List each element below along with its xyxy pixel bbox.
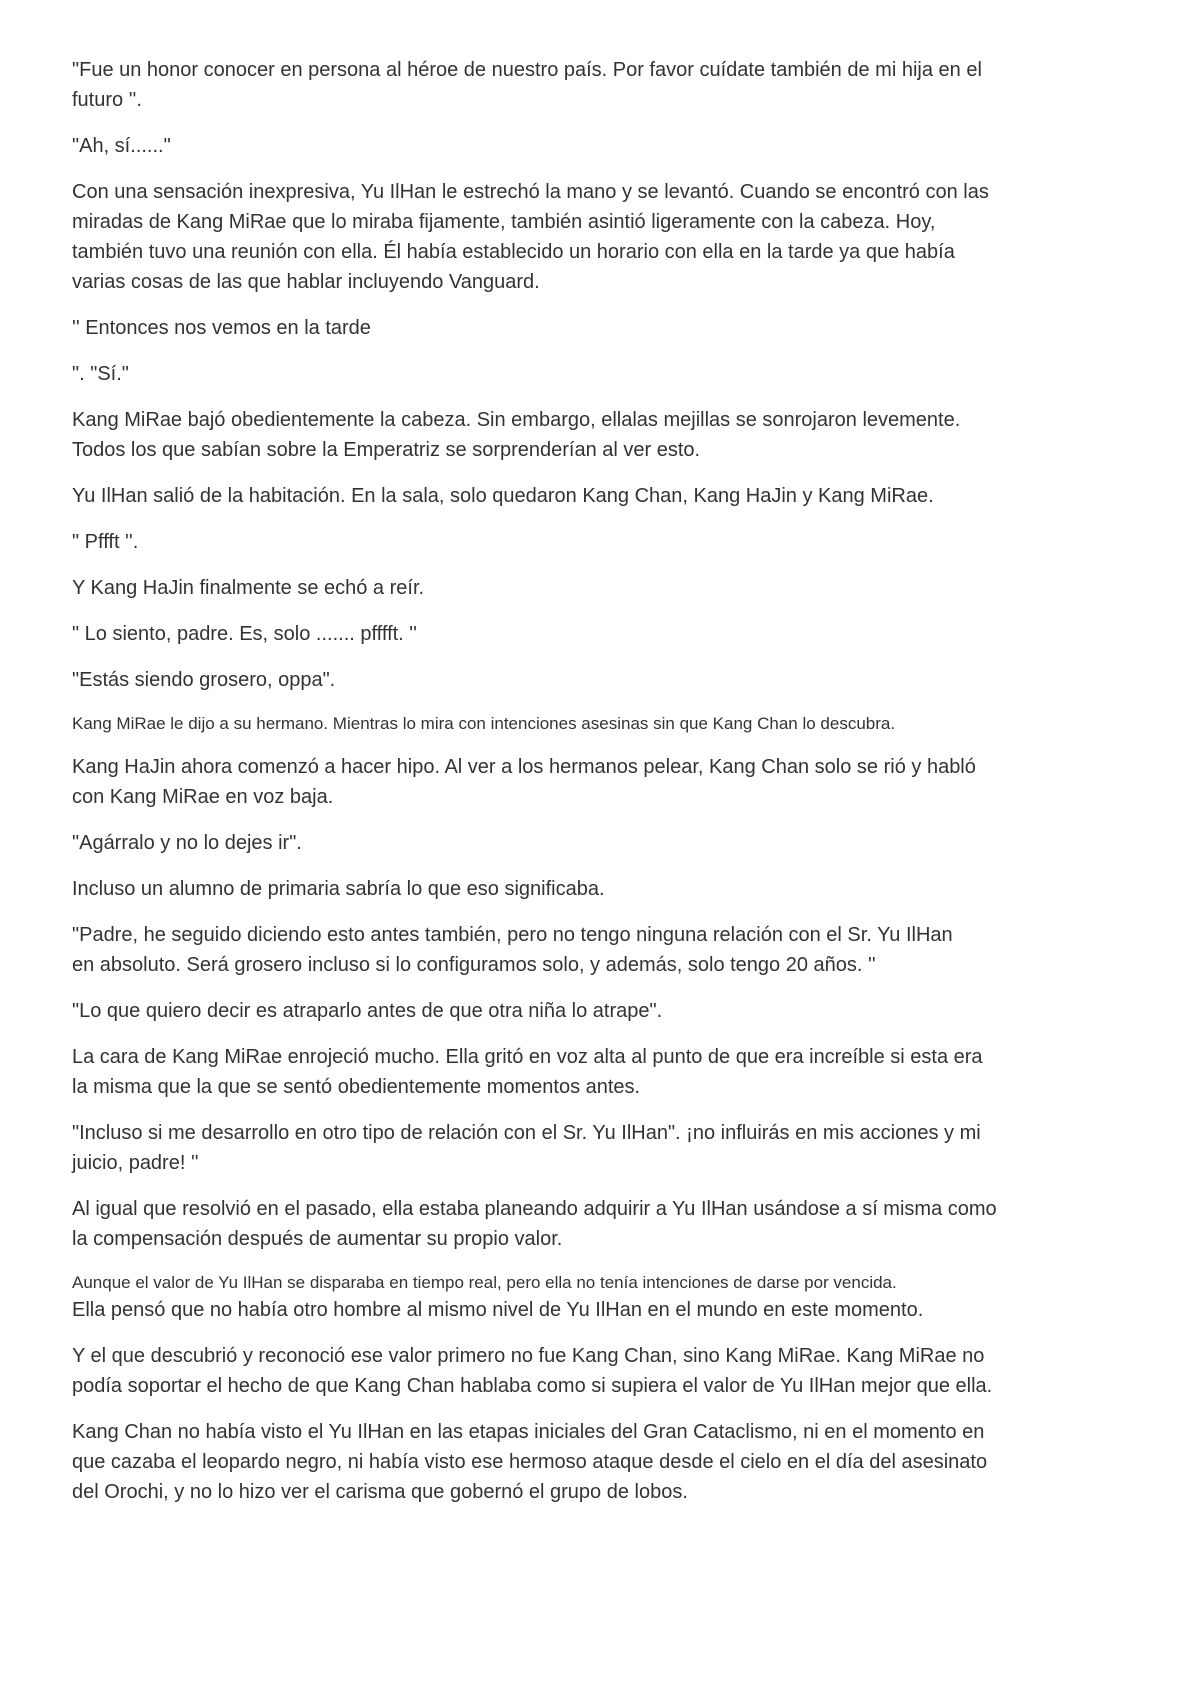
text-line: Incluso un alumno de primaria sabría lo que eso significaba.: [72, 878, 605, 900]
paragraph: [72, 527, 1112, 557]
document-page: [72, 55, 1112, 1523]
text-line: Kang Chan no había visto el Yu IlHan en las etapas iniciales del Gran Cataclismo, ni en el momento en: [72, 1421, 985, 1443]
paragraph: [72, 405, 1112, 465]
paragraph: [72, 359, 1112, 389]
text-line: la misma que la que se sentó obedientemente momentos antes.: [72, 1076, 641, 1098]
text-line: Aunque el valor de Yu IlHan se disparaba en tiempo real, pero ella no tenía intenciones de darse por vencida.: [72, 1273, 897, 1292]
text-line: Al igual que resolvió en el pasado, ella estaba planeando adquirir a Yu IlHan usándose a sí misma como: [72, 1198, 997, 1220]
text-line: también tuvo una reunión con ella. Él había establecido un horario con ella en la tarde ya que había: [72, 241, 955, 263]
paragraph: [72, 573, 1112, 603]
paragraph: [72, 1270, 1112, 1295]
text-line: "Fue un honor conocer en persona al héroe de nuestro país. Por favor cuídate también de mi hija en el: [72, 59, 982, 81]
paragraph: [72, 996, 1112, 1026]
paragraph: [72, 1194, 1112, 1254]
text-line: Ella pensó que no había otro hombre al mismo nivel de Yu IlHan en el mundo en este momento.: [72, 1299, 924, 1321]
text-line: Con una sensación inexpresiva, Yu IlHan le estrechó la mano y se levantó. Cuando se encontró con las: [72, 181, 989, 203]
paragraph: [72, 1295, 1112, 1325]
text-line: Kang MiRae le dijo a su hermano. Mientras lo mira con intenciones asesinas sin que Kang Chan lo descubra.: [72, 714, 896, 733]
text-line: Kang MiRae bajó obedientemente la cabeza. Sin embargo, ellalas mejillas se sonrojaron levemente.: [72, 409, 961, 431]
text-line: del Orochi, y no lo hizo ver el carisma que gobernó el grupo de lobos.: [72, 1481, 688, 1503]
text-line: " Lo siento, padre. Es, solo ....... pfffft. '': [72, 623, 417, 645]
text-line: "Estás siendo grosero, oppa".: [72, 669, 336, 691]
paragraph: [72, 1341, 1112, 1401]
paragraph: [72, 874, 1112, 904]
paragraph: [72, 131, 1112, 161]
text-line: que cazaba el leopardo negro, ni había visto ese hermoso ataque desde el cielo en el día del asesinato: [72, 1451, 988, 1473]
paragraph: [72, 711, 1112, 736]
text-line: la compensación después de aumentar su propio valor.: [72, 1228, 563, 1250]
paragraph: [72, 481, 1112, 511]
paragraph: [72, 1118, 1112, 1178]
text-line: con Kang MiRae en voz baja.: [72, 786, 334, 808]
text-line: Y Kang HaJin finalmente se echó a reír.: [72, 577, 425, 599]
text-line: en absoluto. Será grosero incluso si lo configuramos solo, y además, solo tengo 20 años. '': [72, 954, 876, 976]
paragraph: [72, 828, 1112, 858]
text-line: futuro ''.: [72, 89, 142, 111]
paragraph: [72, 752, 1112, 812]
paragraph: [72, 1417, 1112, 1507]
text-line: "Incluso si me desarrollo en otro tipo de relación con el Sr. Yu IlHan". ¡no influirás en mis acciones y mi: [72, 1122, 981, 1144]
paragraph: [72, 1042, 1112, 1102]
paragraph: [72, 177, 1112, 297]
text-line: varias cosas de las que hablar incluyendo Vanguard.: [72, 271, 540, 293]
text-line: Todos los que sabían sobre la Emperatriz se sorprenderían al ver esto.: [72, 439, 701, 461]
text-line: '' Entonces nos vemos en la tarde: [72, 317, 371, 339]
text-line: podía soportar el hecho de que Kang Chan hablaba como si supiera el valor de Yu IlHan mejor que ella.: [72, 1375, 993, 1397]
paragraph: [72, 619, 1112, 649]
text-line: Y el que descubrió y reconoció ese valor primero no fue Kang Chan, sino Kang MiRae. Kang MiRae no: [72, 1345, 985, 1367]
text-line: miradas de Kang MiRae que lo miraba fijamente, también asintió ligeramente con la cabeza. Hoy,: [72, 211, 936, 233]
paragraph: [72, 665, 1112, 695]
text-line: "Padre, he seguido diciendo esto antes también, pero no tengo ninguna relación con el Sr. Yu IlHan: [72, 924, 953, 946]
text-line: "Lo que quiero decir es atraparlo antes de que otra niña lo atrape".: [72, 1000, 663, 1022]
text-line: " Pffft ''.: [72, 531, 139, 553]
text-line: Kang HaJin ahora comenzó a hacer hipo. Al ver a los hermanos pelear, Kang Chan solo se rió y habló: [72, 756, 976, 778]
paragraph: [72, 920, 1112, 980]
text-line: Yu IlHan salió de la habitación. En la sala, solo quedaron Kang Chan, Kang HaJin y Kang MiRae.: [72, 485, 934, 507]
text-line: "Ah, sí......": [72, 135, 171, 157]
text-line: La cara de Kang MiRae enrojeció mucho. Ella gritó en voz alta al punto de que era increíble si esta era: [72, 1046, 983, 1068]
paragraph: [72, 55, 1112, 115]
text-line: ". "Sí.": [72, 363, 129, 385]
text-line: "Agárralo y no lo dejes ir".: [72, 832, 302, 854]
paragraph: [72, 313, 1112, 343]
text-line: juicio, padre! '': [72, 1152, 199, 1174]
